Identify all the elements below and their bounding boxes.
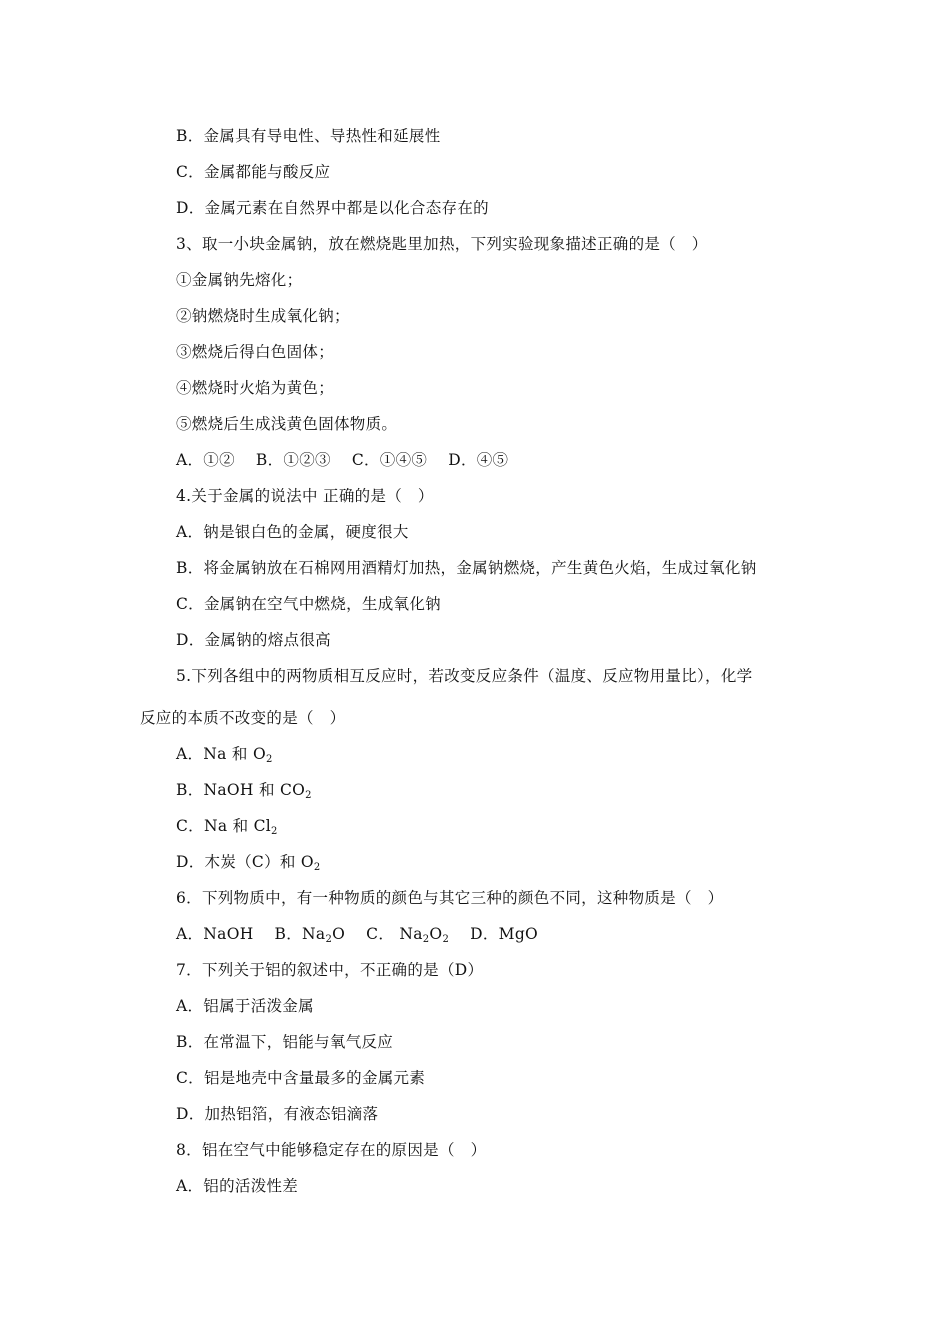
statement-1: ①金属钠先熔化；	[176, 271, 303, 289]
question-5-continued: 反应的本质不改变的是（ ）	[140, 709, 346, 727]
options-3: A．①② B．①②③ C．①④⑤ D．④⑤	[176, 451, 509, 469]
option-7d: D．加热铝箔，有液态铝滴落	[176, 1105, 379, 1123]
question-6: 6．下列物质中，有一种物质的颜色与其它三种的颜色不同，这种物质是（ ）	[176, 889, 724, 907]
option-4d: D．金属钠的熔点很高	[176, 631, 331, 649]
option-7c: C．铝是地壳中含量最多的金属元素	[176, 1069, 426, 1087]
question-7: 7．下列关于铝的叙述中，不正确的是（D）	[176, 961, 484, 979]
statement-4: ④燃烧时火焰为黄色；	[176, 379, 335, 397]
option-5b: B．NaOH 和 $CO_2$	[176, 781, 312, 801]
option-2d: D．金属元素在自然界中都是以化合态存在的	[176, 199, 489, 217]
options-6: A．NaOH B．$Na_2O$ C． $Na_2O_2$ D．MgO	[176, 925, 539, 945]
question-4: 4.关于金属的说法中 正确的是（ ）	[176, 487, 434, 505]
option-4a: A．钠是银白色的金属，硬度很大	[176, 523, 409, 541]
option-5a: A．Na 和 $O_2$	[176, 745, 273, 765]
option-7a: A．铝属于活泼金属	[176, 997, 314, 1015]
option-7b: B．在常温下，铝能与氧气反应	[176, 1033, 394, 1051]
question-5: 5.下列各组中的两物质相互反应时，若改变反应条件（温度、反应物用量比），化学	[176, 667, 753, 685]
statement-5: ⑤燃烧后生成浅黄色固体物质。	[176, 415, 398, 433]
option-5d: D．木炭（C）和 $O_2$	[176, 853, 321, 873]
question-8: 8．铝在空气中能够稳定存在的原因是（ ）	[176, 1141, 487, 1159]
option-5c: C．Na 和 $Cl_2$	[176, 817, 278, 837]
option-8a: A．铝的活泼性差	[176, 1177, 299, 1195]
question-3: 3、取一小块金属钠，放在燃烧匙里加热，下列实验现象描述正确的是（ ）	[176, 235, 708, 253]
option-2b: B．金属具有导电性、导热性和延展性	[176, 127, 441, 145]
option-4c: C．金属钠在空气中燃烧，生成氧化钠	[176, 595, 441, 613]
statement-2: ②钠燃烧时生成氧化钠；	[176, 307, 350, 325]
option-2c: C．金属都能与酸反应	[176, 163, 331, 181]
statement-3: ③燃烧后得白色固体；	[176, 343, 335, 361]
option-4b: B．将金属钠放在石棉网用酒精灯加热，金属钠燃烧，产生黄色火焰，生成过氧化钠	[176, 559, 757, 577]
